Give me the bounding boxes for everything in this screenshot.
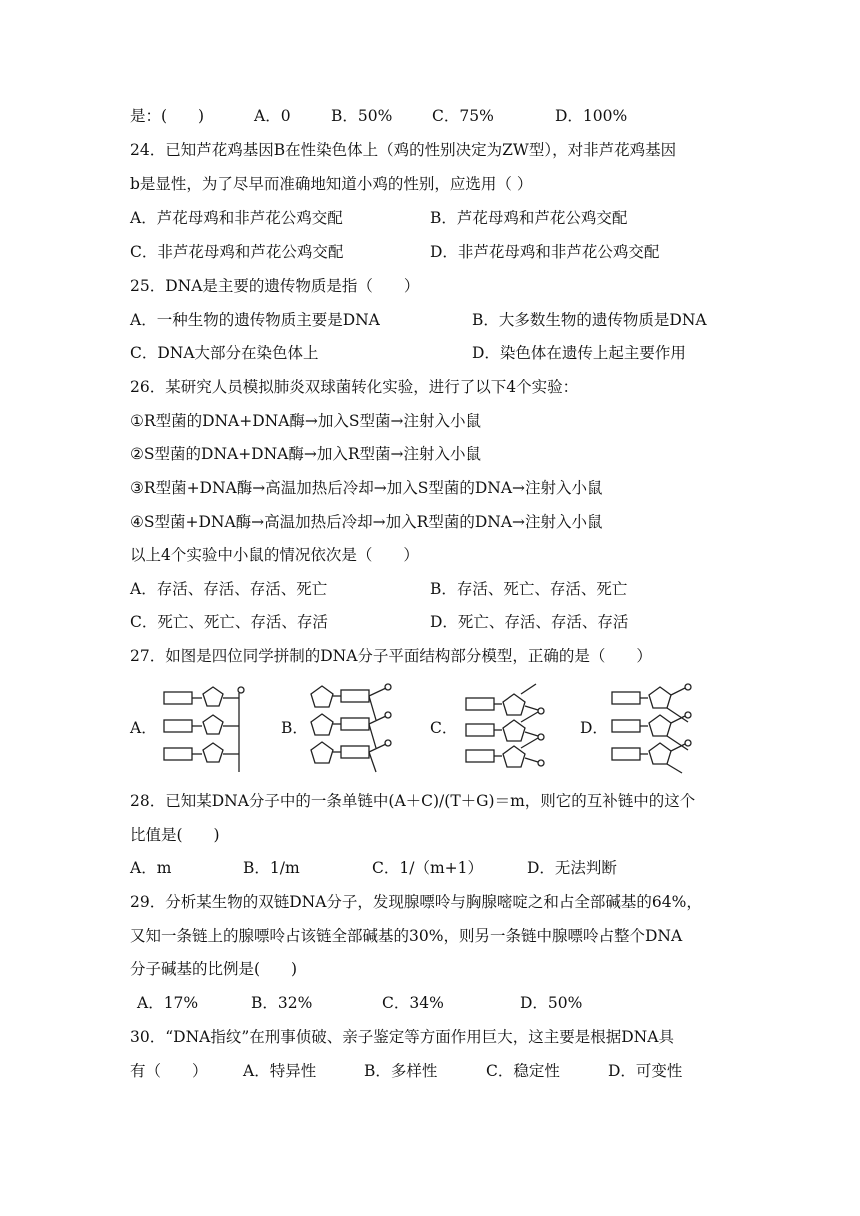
q24-option-d: D．非芦花母鸡和非芦花公鸡交配 (430, 243, 660, 261)
q28-stem-line1: 28．已知某DNA分子中的一条单链中(A＋C)/(T＋G)＝m，则它的互补链中的这个 (130, 792, 696, 810)
q24-stem-line2: b是显性，为了尽早而准确地知道小鸡的性别，应选用（ ） (130, 175, 533, 193)
q23-option-b: B．50% (331, 107, 393, 125)
q25-option-a: A．一种生物的遗传物质主要是DNA (130, 311, 380, 329)
q26-question: 以上4个实验中小鼠的情况依次是（ ） (130, 546, 419, 564)
q26-experiment-1: ①R型菌的DNA+DNA酶→加入S型菌→注射入小鼠 (130, 412, 482, 430)
q25-option-b: B．大多数生物的遗传物质是DNA (472, 311, 707, 329)
q26-experiment-3: ③R型菌+DNA酶→高温加热后冷却→加入S型菌的DNA→注射入小鼠 (130, 479, 603, 497)
q24-option-a: A．芦花母鸡和非芦花公鸡交配 (130, 209, 343, 227)
q24-option-c: C．非芦花母鸡和芦花公鸡交配 (130, 243, 344, 261)
q30-option-d: D．可变性 (608, 1062, 683, 1080)
q27-figure-label-c: C． (430, 719, 458, 737)
q29-option-b: B．32% (251, 994, 313, 1012)
q28-option-d: D．无法判断 (527, 859, 617, 877)
q30-stem-line1: 30．“DNA指纹”在刑事侦破、亲子鉴定等方面作用巨大，这主要是根据DNA具 (130, 1028, 674, 1046)
q27-dna-model-a (162, 684, 252, 774)
q30-stem-line2: 有（ ） (130, 1062, 208, 1080)
q29-stem-line1: 29．分析某生物的双链DNA分子，发现腺嘌呤与胸腺嘧啶之和占全部碱基的64%， (130, 893, 702, 911)
q30-option-a: A．特异性 (243, 1062, 317, 1080)
q25-stem: 25．DNA是主要的遗传物质是指（ ） (130, 277, 420, 295)
q23-option-d: D．100% (555, 107, 628, 125)
q24-stem-line1: 24．已知芦花鸡基因B在性染色体上（鸡的性别决定为ZW型），对非芦花鸡基因 (130, 141, 677, 159)
q30-option-c: C．稳定性 (486, 1062, 560, 1080)
q27-stem: 27．如图是四位同学拼制的DNA分子平面结构部分模型，正确的是（ ） (130, 647, 652, 665)
q28-stem-line2: 比值是( ) (130, 826, 220, 844)
q29-stem-line3: 分子碱基的比例是( ) (130, 960, 298, 978)
q28-option-b: B．1/m (243, 859, 300, 877)
q26-experiment-4: ④S型菌+DNA酶→高温加热后冷却→加入R型菌的DNA→注射入小鼠 (130, 513, 603, 531)
q27-figure-label-a: A． (130, 719, 157, 737)
q27-figure-label-b: B． (281, 719, 308, 737)
q24-option-b: B．芦花母鸡和芦花公鸡交配 (430, 209, 628, 227)
q27-dna-model-d (610, 682, 702, 774)
q26-option-a: A．存活、存活、存活、死亡 (130, 580, 328, 598)
q28-option-c: C．1/（m+1） (372, 859, 483, 877)
q29-stem-line2: 又知一条链上的腺嘌呤占该链全部碱基的30%，则另一条链中腺嘌呤占整个DNA (130, 927, 683, 945)
q27-dna-model-b (306, 682, 398, 774)
q29-option-a: A．17% (137, 994, 199, 1012)
q25-option-c: C．DNA大部分在染色体上 (130, 344, 319, 362)
q26-stem: 26．某研究人员模拟肺炎双球菌转化实验，进行了以下4个实验： (130, 378, 579, 396)
q30-option-b: B．多样性 (364, 1062, 438, 1080)
q25-option-d: D．染色体在遗传上起主要作用 (472, 344, 686, 362)
q29-option-d: D．50% (520, 994, 583, 1012)
q28-option-a: A．m (130, 859, 172, 877)
q29-option-c: C．34% (382, 994, 444, 1012)
q26-experiment-2: ②S型菌的DNA+DNA酶→加入R型菌→注射入小鼠 (130, 445, 482, 463)
q27-figure-label-d: D． (580, 719, 608, 737)
q26-option-b: B．存活、死亡、存活、死亡 (430, 580, 628, 598)
q23-tail-text: 是：( ) (130, 107, 205, 125)
q23-option-c: C．75% (432, 107, 494, 125)
q27-dna-model-c (464, 682, 558, 774)
q26-option-d: D．死亡、存活、存活、存活 (430, 613, 629, 631)
q26-option-c: C．死亡、死亡、存活、存活 (130, 613, 328, 631)
q23-option-a: A．0 (254, 107, 291, 125)
